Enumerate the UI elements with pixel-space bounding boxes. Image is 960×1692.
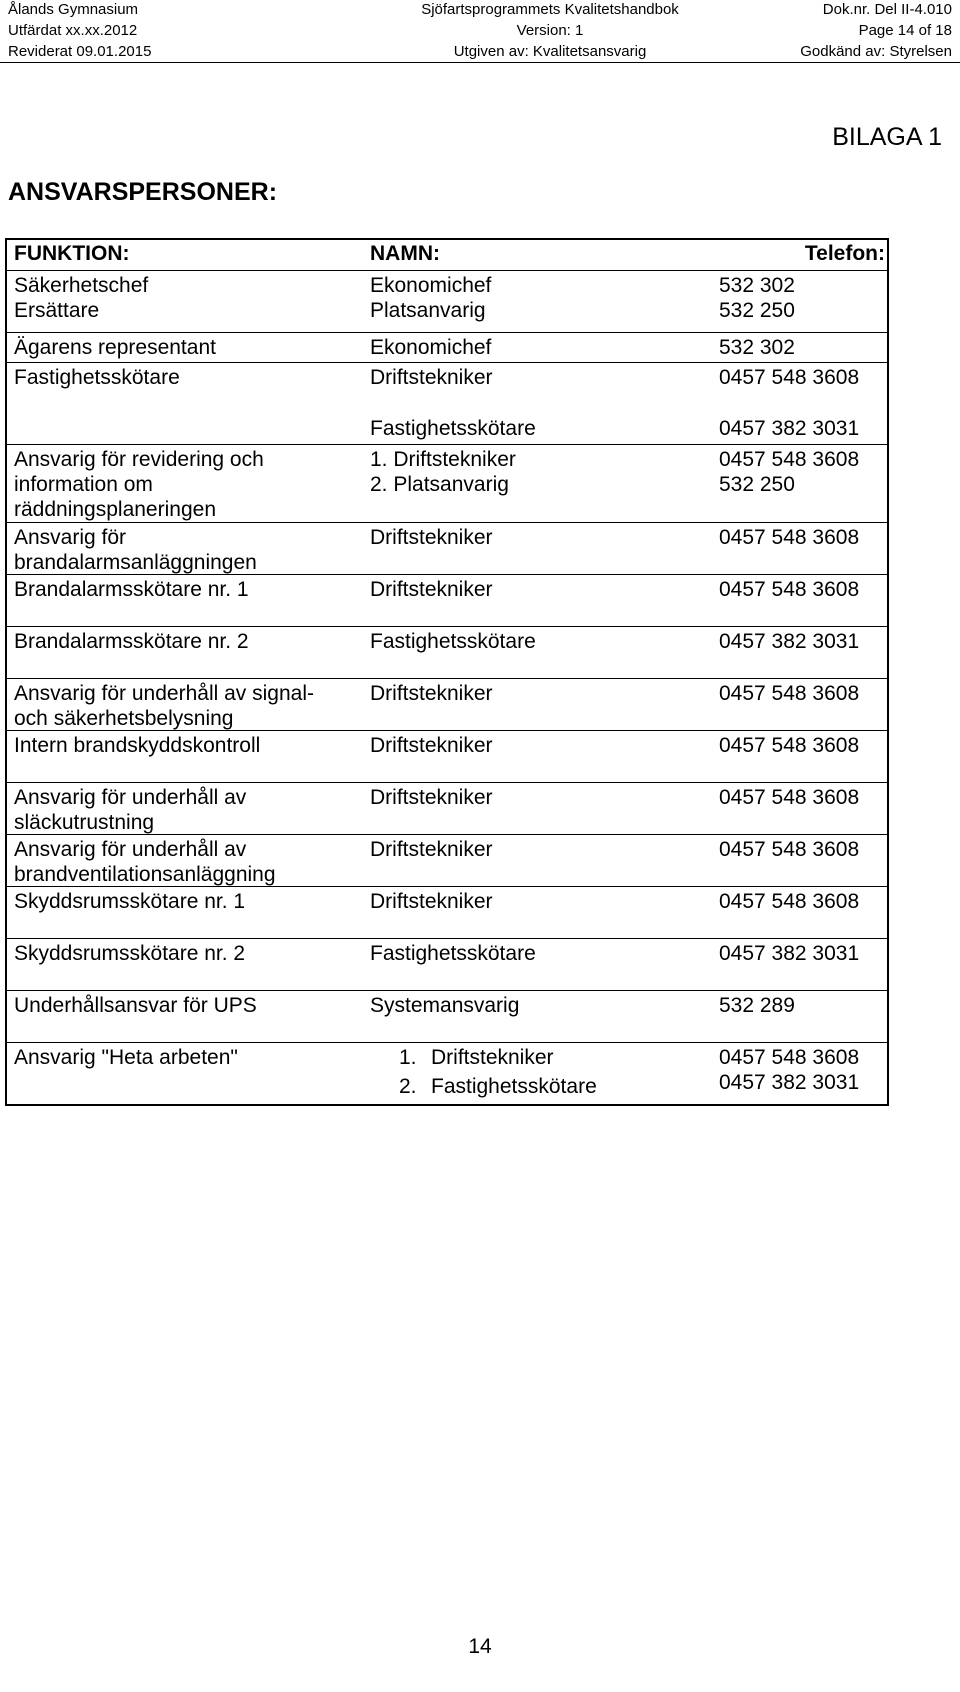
cell-telefon: [715, 365, 887, 414]
namn-list-item: [399, 1074, 715, 1099]
cell-funktion: [7, 525, 365, 574]
cell-telefon: [715, 733, 887, 782]
telefon-text: 0457 382 3031: [719, 630, 860, 653]
page-count: Page 14 of 18: [858, 22, 952, 39]
telefon-text: 532 302: [719, 274, 795, 297]
cell-funktion: [7, 1045, 365, 1104]
version: Version: 1: [516, 22, 584, 39]
cell-telefon: [715, 681, 887, 730]
table-row: [7, 938, 887, 990]
cell-namn: [365, 681, 715, 730]
table-row: [7, 270, 887, 332]
telefon-text: 0457 548 3608: [719, 734, 860, 757]
namn-text: Ekonomichef: [370, 274, 492, 297]
funktion-text: Ansvarig för revidering och: [14, 448, 264, 471]
cell-funktion: [7, 889, 365, 938]
namn-text: Driftstekniker: [370, 526, 493, 549]
cell-telefon: [715, 629, 887, 678]
telefon-text: 0457 548 3608: [719, 838, 860, 861]
table-row: [7, 990, 887, 1042]
cell-funktion: [7, 629, 365, 678]
cell-namn: [365, 577, 715, 626]
namn-text: Driftstekniker: [370, 890, 493, 913]
funktion-text: brandalarmsanläggningen: [14, 551, 257, 574]
cell-funktion: [7, 335, 365, 362]
funktion-text: och säkerhetsbelysning: [14, 707, 234, 730]
cell-telefon: [715, 837, 887, 886]
namn-text: Fastighetsskötare: [370, 417, 536, 440]
funktion-text: Ägarens representant: [14, 336, 216, 359]
cell-telefon: [715, 525, 887, 574]
appendix-label: BILAGA 1: [832, 123, 942, 151]
document-header: [0, 0, 960, 63]
cell-funktion: [7, 733, 365, 782]
cell-funktion: [7, 785, 365, 834]
cell-namn: [365, 993, 715, 1042]
column-header-funktion: FUNKTION:: [14, 242, 130, 265]
namn-text: Platsanvarig: [370, 299, 486, 322]
funktion-text: information om: [14, 473, 153, 496]
funktion-text: Fastighetsskötare: [14, 366, 180, 389]
table-row: [7, 886, 887, 938]
funktion-text: släckutrustning: [14, 811, 155, 834]
namn-text: 1. Driftstekniker: [370, 448, 516, 471]
cell-namn: [365, 785, 715, 834]
page-number: 14: [468, 1635, 492, 1658]
telefon-text: 532 289: [719, 994, 795, 1017]
list-number: 1.: [399, 1046, 417, 1069]
namn-text: 2. Platsanvarig: [370, 473, 509, 496]
cell-namn: [365, 447, 715, 522]
telefon-text: 0457 548 3608: [719, 890, 860, 913]
page-title: ANSVARSPERSONER:: [8, 178, 278, 206]
handbook-title: Sjöfartsprogrammets Kvalitetshandbok: [421, 1, 679, 18]
telefon-text: 0457 382 3031: [719, 417, 860, 440]
cell-telefon: [715, 941, 887, 990]
cell-namn: [365, 273, 715, 332]
school-name: Ålands Gymnasium: [8, 1, 139, 18]
table-row: [7, 834, 887, 886]
cell-namn: [365, 889, 715, 938]
cell-funktion: [7, 416, 365, 444]
namn-text: Driftstekniker: [370, 366, 493, 389]
cell-telefon: [715, 889, 887, 938]
cell-namn: [365, 629, 715, 678]
cell-funktion: [7, 365, 365, 414]
namn-text: Fastighetsskötare: [431, 1075, 597, 1098]
funktion-text: Brandalarmsskötare nr. 1: [14, 578, 249, 601]
funktion-text: Ansvarig för: [14, 526, 127, 549]
namn-text: Driftstekniker: [370, 734, 493, 757]
cell-namn: [365, 837, 715, 886]
issued-date: Utfärdat xx.xx.2012: [8, 22, 138, 39]
funktion-text: Ansvarig för underhåll av: [14, 786, 247, 809]
funktion-text: Ansvarig för underhåll av signal-: [14, 682, 314, 705]
funktion-text: Skyddsrumsskötare nr. 2: [14, 942, 246, 965]
table-row: [7, 332, 887, 362]
table-row: [7, 1042, 887, 1104]
namn-text: Driftstekniker: [431, 1046, 554, 1069]
funktion-text: Ersättare: [14, 299, 100, 322]
funktion-text: Intern brandskyddskontroll: [14, 734, 261, 757]
cell-namn: [365, 1045, 715, 1104]
cell-telefon: [715, 1045, 887, 1104]
table-row: [7, 626, 887, 678]
cell-funktion: [7, 447, 365, 522]
namn-text: Driftstekniker: [370, 838, 493, 861]
issued-by: Utgiven av: Kvalitetsansvarig: [453, 43, 647, 60]
cell-namn: [365, 525, 715, 574]
namn-text: Ekonomichef: [370, 336, 492, 359]
cell-funktion: [7, 681, 365, 730]
funktion-text: brandventilationsanläggning: [14, 863, 276, 886]
funktion-text: Ansvarig för underhåll av: [14, 838, 247, 861]
cell-namn: [365, 335, 715, 362]
cell-funktion: [7, 837, 365, 886]
namn-text: Driftstekniker: [370, 578, 493, 601]
list-number: 2.: [399, 1075, 417, 1098]
funktion-text: Ansvarig "Heta arbeten": [14, 1046, 238, 1069]
telefon-text: 532 302: [719, 336, 795, 359]
telefon-text: 0457 382 3031: [719, 1071, 860, 1094]
telefon-text: 0457 548 3608: [719, 526, 860, 549]
funktion-text: räddningsplaneringen: [14, 498, 216, 521]
table-row: [7, 574, 887, 626]
approved-by: Godkänd av: Styrelsen: [800, 43, 952, 60]
cell-telefon: [715, 335, 887, 362]
telefon-text: 0457 548 3608: [719, 448, 860, 471]
cell-telefon: [715, 447, 887, 522]
cell-telefon: [715, 577, 887, 626]
document-number: Dok.nr. Del II-4.010: [822, 1, 952, 18]
cell-namn: [365, 733, 715, 782]
table-row: [7, 444, 887, 522]
table-row: [7, 362, 887, 414]
telefon-text: 0457 548 3608: [719, 578, 860, 601]
funktion-text: Skyddsrumsskötare nr. 1: [14, 890, 246, 913]
table-row: [7, 730, 887, 782]
namn-text: Driftstekniker: [370, 786, 493, 809]
cell-telefon: [715, 785, 887, 834]
cell-telefon: [715, 416, 887, 444]
telefon-text: 0457 548 3608: [719, 682, 860, 705]
cell-telefon: [715, 993, 887, 1042]
responsibility-table: [5, 238, 889, 1106]
column-header-telefon: Telefon:: [804, 242, 885, 265]
cell-funktion: [7, 273, 365, 332]
namn-text: Fastighetsskötare: [370, 942, 536, 965]
table-row: [7, 414, 887, 444]
telefon-text: 0457 548 3608: [719, 786, 860, 809]
funktion-text: Säkerhetschef: [14, 274, 149, 297]
telefon-text: 0457 548 3608: [719, 366, 860, 389]
table-header-row: [7, 240, 887, 270]
cell-namn: [365, 365, 715, 414]
revised-date: Reviderat 09.01.2015: [8, 43, 152, 60]
column-header-namn: NAMN:: [370, 242, 440, 265]
cell-funktion: [7, 941, 365, 990]
namn-text: Fastighetsskötare: [370, 630, 536, 653]
cell-namn: [365, 941, 715, 990]
namn-text: Systemansvarig: [370, 994, 520, 1017]
cell-funktion: [7, 993, 365, 1042]
funktion-text: Underhållsansvar för UPS: [14, 994, 257, 1017]
namn-text: Driftstekniker: [370, 682, 493, 705]
telefon-text: 0457 382 3031: [719, 942, 860, 965]
cell-telefon: [715, 273, 887, 332]
cell-namn: [365, 416, 715, 444]
namn-list-item: [399, 1045, 715, 1070]
funktion-text: Brandalarmsskötare nr. 2: [14, 630, 249, 653]
telefon-text: 532 250: [719, 473, 795, 496]
telefon-text: 0457 548 3608: [719, 1046, 860, 1069]
table-row: [7, 782, 887, 834]
telefon-text: 532 250: [719, 299, 795, 322]
table-row: [7, 678, 887, 730]
cell-funktion: [7, 577, 365, 626]
table-row: [7, 522, 887, 574]
